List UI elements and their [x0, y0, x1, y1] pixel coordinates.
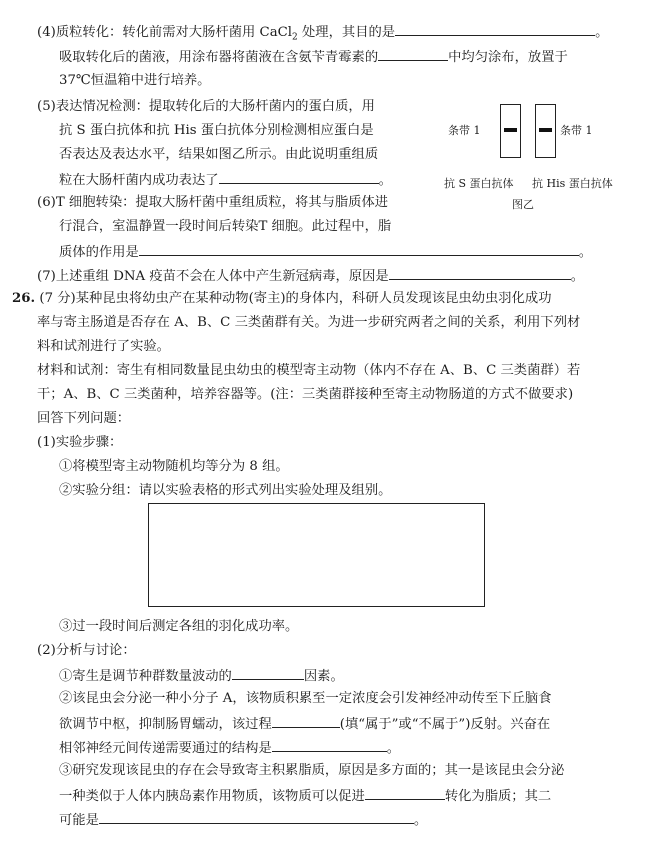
discussion-3-line1: ③研究发现该昆虫的存在会导致寄主积累脂质，原因是多方面的；其一是该昆虫会分泌 — [59, 763, 565, 778]
q26-line2: 率与寄主肠道是否存在 A、B、C 三类菌群有关。为进一步研究两者之间的关系，利用下列材 — [37, 315, 581, 330]
answer-blank[interactable] — [219, 170, 379, 184]
q6-line1: (6)T 细胞转染：提取大肠杆菌中重组质粒，将其与脂质体进 — [37, 195, 389, 210]
discussion-2-line3: 相邻神经元间传递需要通过的结构是 。 — [59, 738, 400, 758]
q5-line1: (5)表达情况检测：提取转化后的大肠杆菌内的蛋白质，用 — [37, 99, 375, 114]
band-label-left: 条带 1 — [448, 124, 481, 137]
figure-caption: 图乙 — [512, 198, 534, 211]
answer-blank[interactable] — [99, 810, 414, 824]
q4-line2: 吸取转化后的菌液，用涂布器将菌液在含氨苄青霉素的 中均匀涂布，放置于 — [59, 47, 568, 67]
experiment-table-answer-box[interactable] — [148, 503, 485, 607]
gel-lane-anti-s — [500, 104, 521, 158]
answer-blank[interactable] — [232, 666, 304, 680]
lane-label-anti-s: 抗 S 蛋白抗体 — [444, 177, 514, 190]
answer-blank[interactable] — [139, 242, 579, 256]
answer-blank[interactable] — [272, 738, 387, 752]
discussion-2-line2: 欲调节中枢，抑制肠胃蠕动，该过程 (填“属于”或“不属于”)反射。兴奋在 — [59, 714, 550, 734]
answer-blank[interactable] — [272, 714, 340, 728]
step-3: ③过一段时间后测定各组的羽化成功率。 — [59, 619, 299, 634]
answer-blank[interactable] — [365, 786, 445, 800]
discussion-3-line3: 可能是 。 — [59, 810, 427, 830]
lane-label-anti-his: 抗 His 蛋白抗体 — [532, 177, 613, 190]
gel-lane-anti-his — [535, 104, 556, 158]
step-2: ②实验分组：请以实验表格的形式列出实验处理及组别。 — [59, 483, 392, 498]
discussion-2-line1: ②该昆虫会分泌一种小分子 A，该物质积累至一定浓度会引发神经冲动传至下丘脑食 — [59, 691, 552, 706]
band-label-right: 条带 1 — [560, 124, 593, 137]
q4-line3: 37℃恒温箱中进行培养。 — [59, 73, 211, 88]
materials-line2: 干；A、B、C 三类菌种，培养容器等。(注：三类菌群接种至寄主动物肠道的方式不做要求) — [37, 387, 574, 402]
discussion-1: ①寄生是调节种群数量波动的 因素。 — [59, 666, 344, 686]
answer-blank[interactable] — [378, 47, 448, 61]
step-heading: (1)实验步骤： — [37, 435, 123, 450]
materials-line1: 材料和试剂：寄生有相同数量昆虫幼虫的模型寄主动物（体内不存在 A、B、C 三类菌群）若 — [37, 363, 581, 378]
q5-line3: 否表达及表达水平，结果如图乙所示。由此说明重组质 — [59, 147, 379, 162]
q5-line2: 抗 S 蛋白抗体和抗 His 蛋白抗体分别检测相应蛋白是 — [59, 123, 374, 138]
q5-line4: 粒在大肠杆菌内成功表达了 。 — [59, 170, 392, 190]
step-1: ①将模型寄主动物随机均等分为 8 组。 — [59, 459, 289, 474]
protein-band — [504, 128, 517, 132]
q6-line2: 行混合，室温静置一段时间后转染T 细胞。此过程中，脂 — [59, 219, 392, 234]
q26-line1: 26. (7 分)某种昆虫将幼虫产在某种动物(寄主)的身体内，科研人员发现该昆虫幼虫羽化成功 — [12, 291, 552, 306]
q26-line3: 料和试剂进行了实验。 — [37, 339, 170, 354]
protein-band — [539, 128, 552, 132]
question-number: 26. — [12, 291, 36, 306]
answer-prompt: 回答下列问题： — [37, 411, 131, 426]
answer-blank[interactable] — [395, 22, 595, 36]
answer-blank[interactable] — [389, 266, 571, 280]
discussion-3-line2: 一种类似于人体内胰岛素作用物质，该物质可以促进 转化为脂质；其二 — [59, 786, 551, 806]
discussion-heading: (2)分析与讨论： — [37, 643, 136, 658]
q7-line1: (7)上述重组 DNA 疫苗不会在人体中产生新冠病毒，原因是 。 — [37, 266, 584, 286]
q4-line1: (4)质粒转化：转化前需对大肠杆菌用 CaCl$_2$ 处理，其目的是 。 — [37, 22, 608, 47]
q6-line3: 质体的作用是 。 — [59, 242, 592, 262]
